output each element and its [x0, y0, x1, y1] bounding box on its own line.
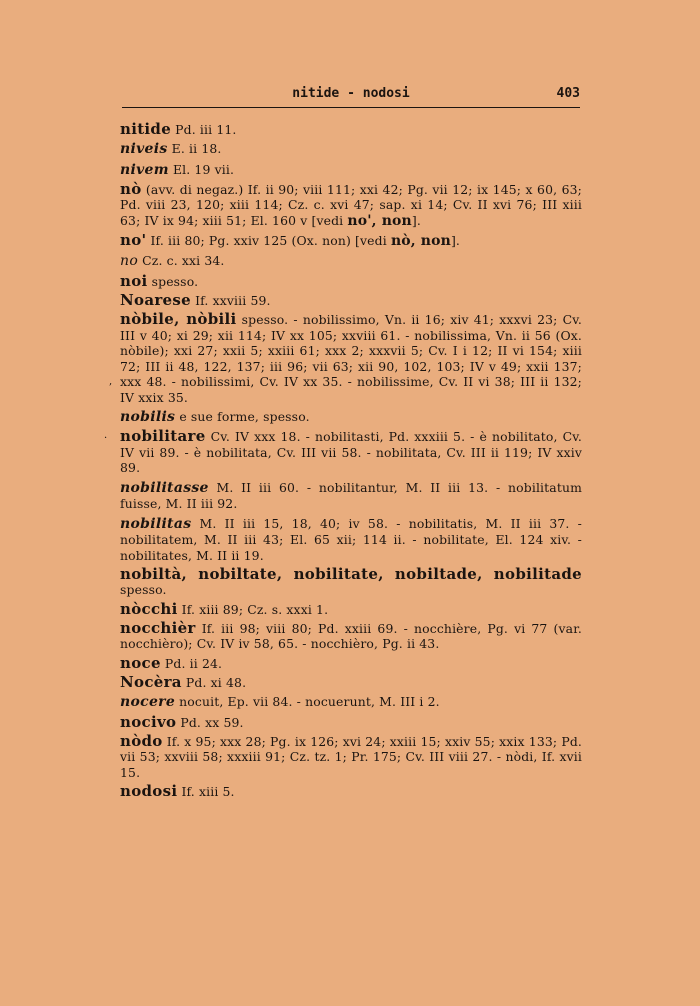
entry-nobilis: nobilis e sue forme, spesso.: [120, 409, 310, 426]
entry-nobile: nòbile, nòbili spesso. - nobilissimo, Vn. ii 16; xiv 41; xxxvi 23; Cv. III v 40; xi 29; xii 114; IV xx 105; xxviii 61. - nobilissima, Vn. ii 56 (Ox. nòbile); xxi 27; xxii 5; xxiii 61; xxx 2; xxxvii 5; Cv. I i 12; II vi 154; xiii 72; III ii 48, 122, 137; iii 96; vii 63; xii 90, 102, 103; IV v 49; xxii 137; xxx 48. - nobilissimi, Cv. IV xx 35. - nobilissime, Cv. II vi 38; III ii 132; IV xxix 35.: [120, 310, 582, 405]
entry-nocchi: nòcchi If. xiii 89; Cz. s. xxxi 1.: [120, 599, 329, 618]
entry-nivem: nivem El. 19 vii.: [120, 161, 235, 178]
page-number: 403: [556, 86, 580, 101]
entry-noce: noce Pd. ii 24.: [120, 653, 223, 672]
entry-noi: noi spesso.: [120, 271, 199, 290]
margin-speck: ·: [104, 433, 108, 444]
margin-speck: ,: [109, 376, 113, 387]
entry-nocere: nocere nocuit, Ep. vii 84. - nocuerunt, M. III i 2.: [120, 694, 440, 711]
running-title: nitide - nodosi: [292, 86, 410, 101]
entry-list: [120, 122, 582, 804]
entry-niveis: niveis E. ii 18.: [120, 141, 222, 158]
entry-noarese: Noarese If. xxviii 59.: [120, 291, 271, 310]
entry-nodo: nòdo If. x 95; xxx 28; Pg. ix 126; xvi 24; xxiii 15; xxiv 55; xxix 133; Pd. vii 53; xxviii 58; xxxiii 91; Cz. tz. 1; Pr. 175; Cv. III viii 27. - nòdi, If. xvii 15.: [120, 731, 582, 780]
entry-no: no Cz. c. xxi 34.: [120, 253, 225, 270]
entry-nocivo: nocivo Pd. xx 59.: [120, 712, 244, 731]
entry-nodosi: nodosi If. xiii 5.: [120, 782, 235, 801]
entry-nobilitare: nobilitare Cv. IV xxx 18. - nobilitasti, Pd. xxxiii 5. - è nobilitato, Cv. IV vii 89. - è nobilitata, Cv. III vii 58. - nobilitata, Cv. III ii 119; IV xxiv 89.: [120, 427, 582, 476]
running-header: [122, 84, 580, 106]
entry-nobilitas: nobilitas M. II iii 15, 18, 40; iv 58. - nobilitatis, M. II iii 37. - nobilitatem, M. II iii 43; El. 65 xii; 114 ii. - nobilitate, El. 124 xiv. - nobilitates, M. II ii 19.: [120, 515, 582, 563]
entry-nitide: nitide Pd. iii 11.: [120, 120, 237, 138]
entry-nocchier: nocchièr If. iii 98; viii 80; Pd. xxiii 69. - nocchière, Pg. vi 77 (var. nocchièro); Cv. IV iv 58, 65. - nocchièro, Pg. ii 43.: [120, 618, 582, 652]
entry-nobilta: nobiltà, nobiltate, nobilitate, nobiltade, nobilitade spesso.: [120, 564, 582, 598]
entry-no-apostrophe: no' If. iii 80; Pg. xxiv 125 (Ox. non) [vedi nò, non].: [120, 231, 461, 250]
header-rule: [122, 107, 580, 108]
entry-nocera: Nocèra Pd. xi 48.: [120, 673, 247, 692]
entry-nobilitasse: nobilitasse M. II iii 60. - nobilitantur, M. II iii 13. - nobilitatum fuisse, M. II iii 92.: [120, 479, 582, 512]
entry-no-accent: nò (avv. di negaz.) If. ii 90; viii 111; xxi 42; Pg. vii 12; ix 145; x 60, 63; Pd. viii 23, 120; xiii 114; Cz. c. xvi 47; sap. xi 14; Cv. II xvi 76; III xiii 63; IV ix 94; xiii 51; El. 160 v [vedi no', non].: [120, 179, 582, 229]
